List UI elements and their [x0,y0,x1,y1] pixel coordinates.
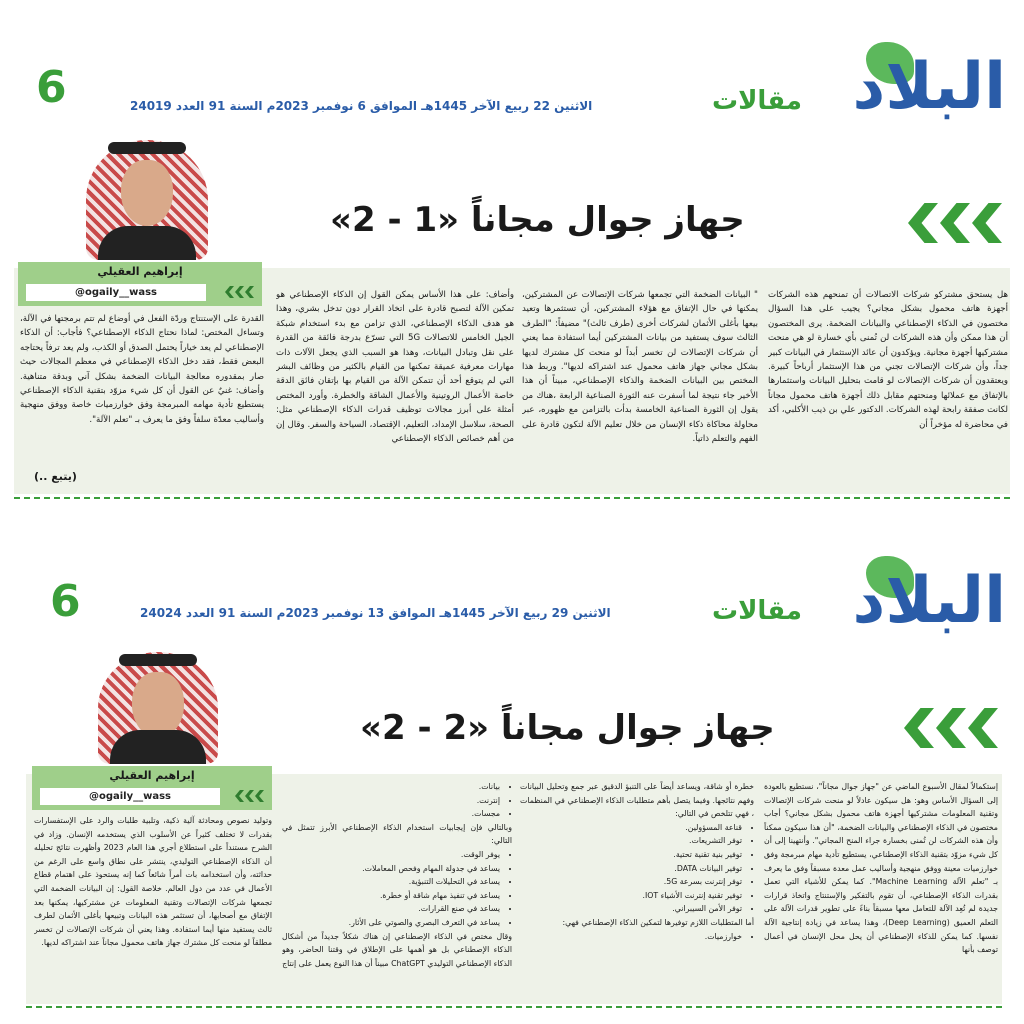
list-item: • يساعد في صنع القرارات. [282,902,500,916]
list-item: • إنترنت. [282,794,500,808]
author-handle: @ogaily__wass [26,284,206,301]
dateline: الاثنين 22 ربيع الآخر 1445هـ الموافق 6 نوفمبر 2023م السنة 91 العدد 24019 [130,99,593,113]
article-column-3: وأضاف: على هذا الأساس يمكن القول إن الذكاء الإصطناعي هو تمكين الآلة لتصبح قادرة على اتخاذ القرار دون تدخل بشري، وهذا هو هدف الذكاء الإصطناعي، الذي تزامن مع بدء استخدام شبكة الجيل الخامس للاتصالات 5G التي تسرّع بدرجة فائقة من القدرة على نقل وتبادل البيانات، وهذا هو السبب الذي يجعل الآلات ذات مهارات معرفية عميقة تمكنها من القيام بالكثير من وظائف البشر التي لم يتوقع أحد أن تتمكن الآلة من القيام بها بإتقان فائق الدقة خاصة الأعمال الروتينية والأعمال الشاقة والخطرة. وأورد المختص أمثلة على أبرز مجالات توظيف قدرات الذكاء الإصطناعي مثل: الصحة، سلاسل الإمداد، التعليم، الإقتصاد، السياحة والسفر. وقال إن من أهم خصائص الذكاء الإصطناعي [276,290,514,445]
page-divider [26,1006,1002,1008]
author-photo [88,644,228,764]
list-item: • توفير البيانات DATA. [520,862,742,876]
section-label: مقالات [711,86,802,116]
list-item: • مجسات. [282,807,500,821]
author-box [18,262,262,306]
author-handle: @ogaily__wass [40,788,220,805]
article-column-1: إستكمالاً لمقال الأسبوع الماضي عن "جهاز جوال مجاناً"، نستطيع بالعودة إلى السؤال الأساس وهو: هل سيكون عادلاً لو منحت شركات الإتصالات وتقنية المعلومات مشتركيها أجهزة هاتف محمول بشكل مجاني؟ أجاب مختصون في الذكاء الإصطناعي والبيانات الضخمة، "أن هذا سيكون ممكناً وأن هذه الشركات لن تُمنى بخسارة جراء المنح المجاني". وأنتهينا إلى أن كل شيء مزوّد بتقنية الذكاء الإصطناعي، يستطيع تأدية مهام مبرمجة وفق خوارزميات معينة ووفق منهجية وأساليب عمل معدة مسبقاً وفق ما يعرف بـ "تعلم الآلة Machine Learning". كما يمكن للأشياء التي تعمل بقدرات الذكاء الإصطناعي، أن تقوم بالتفكير والإستنتاج واتخاذ قرارات جديدة لم تُعِد الآلة للتعامل معها مسبقاً بناءً على تطوير قدرات الآلة على التعلم العميق (Deep Learning)، وهذا يساعد في زيادة إنتاجية الآلة نفسها. كما يمكن للذكاء الإصطناعي أن يحل محل الإنسان في أعمال توصف بأنها [764,782,998,955]
list-item: • بيانات. [282,780,500,794]
article-column-1: هل يستحق مشتركو شركات الاتصالات أن تمنحهم هذه الشركات أجهزة هاتف محمول بشكل مجاني؟ يجيب على هذا السؤال مختصون في الذكاء الإصطناعي والبيانات الضخمة. يرى المختصون أن هذا ممكن وأن هذه الشركات لن تُمنى بأي خسارة لو هي منحت مشتركيها أجهزة مجانية. ويؤكدون أن عائد الإستثمار في البيانات كبير جداً، وأن شركات الإتصالات تجني من هذا الإستثمار أرباحاً كبيرة. ويعتقدون أن شركات الإتصالات لو قامت بتحليل البيانات واستثمارها بالإتفاق مع عملائها ومنحتهم مقابل ذلك أجهزة هاتف محمول مجاناً لكانت صفقة رابحة لهذه الشركات. الدكتور علي بن ذيب الأكلبي، أكد في محاضرة له مؤخراً أن [768,290,1008,430]
author-name: إبراهيم العقيلي [109,769,195,782]
article-column-4: القدرة على الإستنتاج وردّة الفعل في أوضاع لم تتم برمجتها في الآلة، وتساءل المختص: لماذا نحتاج الذكاء الإصطناعي؟ فأجاب: أن الذكاء الإصطناعي لم يعد خياراً يحتمل الصدق أو الكذب، ولم يعد ترفاً يحتاجه البعض فقط، فقد دخل الذكاء الإصطناعي في معظم المجالات حيث صار بمقدوره معالجة البيانات الضخمة بشكل آني وبدقة متناهية. وأضاف: غنيٌ عن القول أن كل شيء مزوّد بتقنية الذكاء الإصطناعي يستطيع تأدية مهامه المبرمجة وفق خوارزميات خاصة ووفق منهجية وأساليب معدّة سلفاً وفق ما يعرف بـ "تعلم الآلة". [20,314,264,425]
author-name: إبراهيم العقيلي [97,265,183,278]
list-item: • توفر التشريعات. [520,834,742,848]
dateline: الاثنين 29 ربيع الآخر 1445هـ الموافق 13 نوفمبر 2023م السنة 91 العدد 24024 [140,606,611,620]
author-box [32,766,272,810]
list-item: • خوارزميات. [520,930,742,944]
chevron-arrows-icon [225,286,254,298]
article-column-2: " البيانات الضخمة التي تجمعها شركات الإتصالات عن المشتركين، يمكنها في حال الإتفاق مع هؤلاء المشتركين، أن تستثمرها وتعيد بيعها بأغلى الأثمان لشركات أخرى (طرف ثالث)" مضيفاً: "الطرف الثالث سوف يستفيد من بيانات المشتركين أيما استفادة مما يعني أن شركات الإتصالات لن تخسر أبداً لو منحت كل مشترك لديها بشكل مجاني جهاز هاتف محمول عند اشتراكه لديها". وربط هذا المختص بين البيانات الضخمة والذكاء الإصطناعي، مبيناً أن هذا الأخير جاء نتيجة لما أسفرت عنه الثورة الصناعية الرابعة ،هناك من يقول إن الثورة الصناعية الخامسة بدأت بالتزامن مع ظهوره، عبر محاولة محاكاة ذكاء الإنسان من خلال تعليم الآلة لتكون قادرة على الفهم والتعلم ذاتياً. [522,290,758,445]
headline: جهاز جوال مجاناً «1 - 2» [330,200,745,240]
list-item: • يساعد في التعرف البصري والصوتي على الأثار. [282,916,500,930]
list-item: • توفير بنية تقنية تحتية. [520,848,742,862]
page-number: 6 [50,576,81,627]
list-item: • يوفر الوقت. [282,848,500,862]
page-number: 6 [36,62,67,113]
newspaper-page-1 [0,0,1024,500]
list-item: • يساعد في تنفيذ مهام شاقة أو خطرة. [282,889,500,903]
article-column-3: • بيانات. • إنترنت. • مجسات. وبالتالي فإن إيجابيات استخدام الذكاء الإصطناعي الأبرز تتمثل في التالي: • يوفر الوقت. • يساعد في جدولة المهام وفحص المعاملات. • يساعد في التحليلات التنبؤية. • يساعد في تنفيذ مهام شاقة أو خطرة. • يساعد في صنع القرارات. • يساعد في التعرف البصري والصوتي على الأثار. وقال مختص في الذكاء الإصطناعي إن هناك شكلاً جديداً من أشكال الذكاء الإصطناعي بل هو أهمها على الإطلاق في وقتنا الحاضر، وهو الذكاء الإصطناعي التوليدي ChatGPT مبيناً أن هذا النوع يعمل على إنتاج [282,780,512,1002]
chevron-arrows-icon [908,203,1002,243]
newspaper-logo [816,556,1006,652]
continued-label: (يتبع ..) [34,470,77,483]
list-item: • توفر الأمن السيبراني. [520,902,742,916]
logo-text: البلاد [852,564,1006,638]
chevron-arrows-icon [235,790,264,802]
article-column-4: وتوليد نصوص ومحادثة آلية ذكية، وتلبية طلبات والرد على الإستفسارات بقدرات لا تختلف كثيراً عن الأسلوب الذي يستخدمه الإنسان. وزاد في الشرح مستنداً على استطلاع أجري هذا العام 2023 وأظهرت نتائج تحليله أن الذكاء الإصطناعي التوليدي، ينتشر على نطاق واسع على الرغم من حداثته، وأن استخدامه بات أمراً شائعاً كما إنه يستحوذ على اهتمام قطاع الأعمال في عدد من دول العالم. خلاصة القول: إن البيانات الضخمة التي تجمعها شركات الإتصالات وتقنية المعلومات عن مشتركيها، يمكنها بعد الإتفاق مع أصحابها، أن تستثمر هذه البيانات وتبيعها بأغلى الأثمان لطرف ثالث يستفيد منها أيما استفادة. وهذا يعني أن شركات الإتصالات لن تخسر مطلقاً لو منحت كل مشترك جهاز هاتف محمول مجاناً عند اشتراكه لديها. [34,816,272,948]
list-item: • يساعد في التحليلات التنبؤية. [282,875,500,889]
list-item: • قناعة المسؤولين. [520,821,742,835]
list-item: • توفير تقنية إنترنت الأشياء IOT. [520,889,742,903]
page-divider [14,497,1010,499]
list-item: • يساعد في جدولة المهام وفحص المعاملات. [282,862,500,876]
section-label: مقالات [711,596,802,626]
chevron-arrows-icon [904,708,998,748]
newspaper-page-2 [0,512,1024,1012]
article-column-2: خطرة أو شاقة، ويساعد أيضاً على التنبؤ الدقيق عبر جمع وتحليل البيانات وفهم نتائجها. وفيما يتصل بأهم متطلبات الذكاء الإصطناعي في المنظمات ، فهي تتلخص في التالي: • قناعة المسؤولين. • توفر التشريعات. • توفير بنية تقنية تحتية. • توفير البيانات DATA. • توفر إنترنت بسرعة 5G. • توفير تقنية إنترنت الأشياء IOT. • توفر الأمن السيبراني. أما المتطلبات اللازم توفيرها لتمكين الذكاء الإصطناعي فهي: • خوارزميات. [520,780,754,1002]
newspaper-logo [816,42,1006,138]
author-photo [76,132,218,260]
headline: جهاز جوال مجاناً «2 - 2» [360,708,775,748]
list-item: • توفر إنترنت بسرعة 5G. [520,875,742,889]
logo-text: البلاد [852,50,1006,124]
